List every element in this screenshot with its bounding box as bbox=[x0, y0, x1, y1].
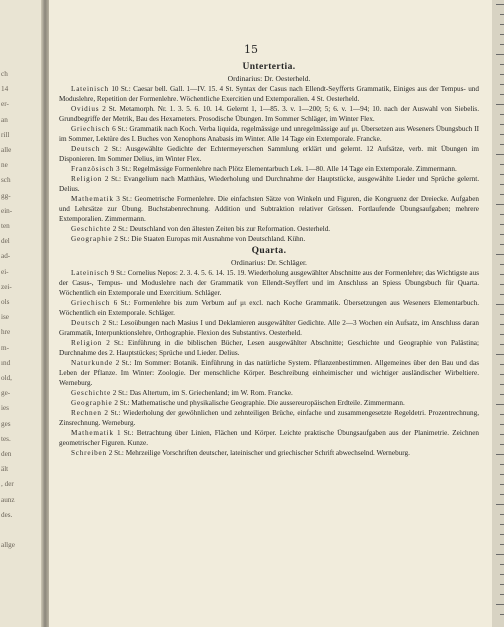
ruler-tick bbox=[500, 614, 504, 615]
ruler-tick bbox=[500, 564, 504, 565]
subject-entry bbox=[59, 358, 479, 388]
subject-description: 2 St.: Wiederholung der gewöhnlichen und zehnteiligen Brüche, einfache und zusammengesetzte Regeldetri. Prozentrechnung, Zinsrechnung. Werneburg. bbox=[59, 409, 480, 427]
ruler-tick bbox=[500, 84, 504, 85]
ruler-tick bbox=[496, 104, 504, 105]
subject-entry bbox=[59, 408, 479, 428]
section-title: Untertertia. bbox=[242, 62, 296, 72]
facing-page-fragment: m- bbox=[1, 343, 9, 352]
ruler-tick bbox=[500, 394, 504, 395]
subject-name: Geographie bbox=[71, 235, 113, 243]
subject-description: 2 St.: Mehrzeilige Vorschriften deutscher, lateinischer und griechischer Schrift abwechselnd. Werneburg. bbox=[108, 449, 410, 457]
ruler-tick bbox=[500, 294, 504, 295]
ordinarius-line: Ordinarius: Dr. Oesterheld. bbox=[227, 74, 311, 83]
ruler-tick bbox=[500, 344, 504, 345]
ruler-tick bbox=[500, 194, 504, 195]
subject-name: Griechisch bbox=[71, 125, 111, 133]
subject-description: 2 St. Metamorph. Nr. 1. 3. 5. 6. 10. 14. Gelernt 1, 1—85. 3. v. 1—200; 5; 6. v. 1—94; 10. nach der Auswahl von Siebelis. Grundbegriffe der Metrik, Bau des Hexameters. Prosodische Übungen. Im Sommer Schläger, im Winter Flex. bbox=[59, 105, 480, 123]
ruler-tick bbox=[500, 264, 504, 265]
ruler-tick bbox=[500, 544, 504, 545]
subject-description: 2 St.: Einführung in die biblischen Bücher, Lesen ausgewählter Abschnitte; Geschichte und Geographie von Palästina; Durchnahme des 2. Hauptstückes; Sprüche und Lieder. Delius. bbox=[59, 339, 479, 357]
ruler-tick bbox=[500, 114, 504, 115]
subject-name: Deutsch bbox=[71, 145, 101, 153]
subject-entry bbox=[59, 224, 479, 234]
section-untertertia bbox=[59, 62, 479, 244]
subject-description: 6 St.: Grammatik nach Koch. Verba liquida, regelmässige und unregelmässige auf μι. Übersetzen aus Weseners Übungsbuch II im Sommer, Lektüre des I. Buches von Xenophons Anabasis im Winter. Alle 14 Tage ein Extemporale. Francke. bbox=[59, 125, 480, 143]
ruler-tick bbox=[500, 124, 504, 125]
page-number: 15 bbox=[244, 43, 258, 56]
subject-description: 2 St.: Deutschland von den ältesten Zeiten bis zur Reformation. Oesterheld. bbox=[112, 225, 331, 233]
subject-entry bbox=[59, 124, 479, 144]
facing-page-fragment: tes. bbox=[1, 434, 11, 443]
ruler-tick bbox=[496, 554, 504, 555]
facing-page-fragment: del bbox=[1, 237, 10, 246]
facing-page-fragment: den bbox=[1, 450, 12, 458]
subject-name: Rechnen bbox=[71, 409, 102, 417]
subject-description: 10 St.: Caesar bell. Gall. 1—IV. 15. 4 St. Syntax der Casus nach Ellendt-Seyfferts Grammatik, Einiges aus der Tempus- und Moduslehre, Repetition der Formenlehre. Wöchentliche Exercitien und Extemporalien. 4 St. Oesterheld. bbox=[59, 85, 479, 103]
facing-page-fragment: ges bbox=[1, 419, 11, 428]
subject-name: Mathematik bbox=[71, 195, 114, 203]
facing-page-fragment: ınd bbox=[1, 358, 11, 367]
ruler-tick bbox=[500, 594, 504, 595]
facing-page-fragment: gg- bbox=[1, 191, 11, 200]
ruler-tick bbox=[500, 244, 504, 245]
facing-page-fragment: ten bbox=[1, 222, 10, 230]
ruler-tick bbox=[496, 154, 504, 155]
facing-page-fragment: ch bbox=[1, 70, 8, 78]
facing-page-fragment: ne bbox=[1, 161, 8, 170]
subject-entry bbox=[59, 164, 479, 174]
ruler-tick bbox=[500, 464, 504, 465]
ruler-tick bbox=[500, 434, 504, 435]
ruler-tick bbox=[500, 234, 504, 235]
subject-name: Religion bbox=[71, 339, 103, 347]
ruler-tick bbox=[496, 204, 504, 205]
ruler-tick bbox=[500, 64, 504, 65]
ruler-tick bbox=[496, 54, 504, 55]
facing-page-fragment: ge- bbox=[1, 389, 11, 398]
subject-entry bbox=[59, 298, 479, 318]
ruler-tick bbox=[500, 474, 504, 475]
subject-name: Religion bbox=[71, 175, 103, 183]
section-title: Quarta. bbox=[251, 246, 287, 256]
ruler-tick bbox=[500, 24, 504, 25]
ruler-tick bbox=[500, 574, 504, 575]
facing-page-fragment: ält bbox=[1, 465, 9, 474]
ruler-tick bbox=[496, 354, 504, 355]
facing-page-fragment: des. bbox=[1, 510, 13, 519]
subject-name: Geschichte bbox=[71, 225, 111, 233]
facing-page-fragment: aunz bbox=[1, 495, 15, 504]
subject-name: Geographie bbox=[71, 399, 113, 407]
ordinarius-line: Ordinarius: Dr. Schläger. bbox=[231, 258, 307, 267]
subject-name: Französisch bbox=[71, 165, 115, 173]
subject-description: 2 St.: Im Sommer: Botanik. Einführung in das natürliche System. Pflanzenbestimmen. Allgemeines über den Bau und das Leben der Pflanze. Im Winter: Zoologie. Der menschliche Körper. Beschreibung einheimischer und wichtiger ausländischer Wirbeltiere. Werneburg. bbox=[59, 359, 480, 387]
facing-page-fragment: ad- bbox=[1, 252, 11, 261]
subject-description: 2 St.: Die Staaten Europas mit Ausnahme von Deutschland. Kühn. bbox=[114, 235, 306, 243]
ruler-tick bbox=[500, 524, 504, 525]
ruler-tick bbox=[500, 534, 504, 535]
subject-name: Deutsch bbox=[71, 319, 101, 327]
ruler-tick bbox=[500, 284, 504, 285]
subject-entry bbox=[59, 104, 479, 124]
facing-page-fragment: zei- bbox=[1, 282, 12, 291]
ruler-tick bbox=[500, 134, 504, 135]
subject-description: 2 St.: Lesoübungen nach Masius I und Deklamieren ausgewählter Gedichte. Alle 2—3 Wochen ein Aufsatz, im Anschluss daran Grammatik, Interpunktionslehre, Orthographie. Flexion des Substantivs. Oesterheld. bbox=[59, 319, 479, 337]
subject-entry bbox=[59, 194, 479, 224]
ruler-tick bbox=[496, 304, 504, 305]
subject-name: Naturkunde bbox=[71, 359, 113, 367]
subject-description: 2 St.: Ausgewählte Gedichte der Echtermeyerschen Sammlung erklärt und gelernt. 12 Aufsätze, verb. mit Übungen im Disponieren. Im Sommer Delius, im Winter Flex. bbox=[59, 145, 479, 163]
subject-name: Geschichte bbox=[71, 389, 111, 397]
subject-name: Griechisch bbox=[71, 299, 111, 307]
page-content bbox=[59, 62, 479, 458]
ruler-tick bbox=[500, 34, 504, 35]
ruler-tick bbox=[496, 604, 504, 605]
ruler-tick bbox=[496, 454, 504, 455]
ruler-tick bbox=[500, 174, 504, 175]
subject-name: Lateinisch bbox=[71, 85, 109, 93]
subject-entry bbox=[59, 448, 479, 458]
subject-list bbox=[59, 268, 479, 458]
ruler-tick bbox=[500, 414, 504, 415]
subject-description: 3 St.: Geometrische Formenlehre. Die einfachsten Sätze von Winkeln und Figuren, die Kongruenz der Dreiecke. Aufgaben und Lehrsätze zur Übung. Buchstabenrechnung. Addition und Subtraktion relativer Grössen. Fortlaufende Übungsaufgaben; mehrere Extemporalien. Zimmermann. bbox=[59, 195, 479, 223]
ruler-tick bbox=[496, 404, 504, 405]
subject-name: Lateinisch bbox=[71, 269, 109, 277]
ruler-tick bbox=[500, 164, 504, 165]
section-quarta bbox=[59, 246, 479, 458]
subject-entry bbox=[59, 388, 479, 398]
book-gutter bbox=[41, 0, 49, 627]
subject-name: Schreiben bbox=[71, 449, 107, 457]
subject-entry bbox=[59, 234, 479, 244]
ruler-tick bbox=[500, 334, 504, 335]
ruler-tick bbox=[496, 4, 504, 5]
facing-page-fragment: old, bbox=[1, 374, 12, 382]
facing-page-fragment: allge bbox=[1, 541, 15, 550]
ruler-tick bbox=[500, 484, 504, 485]
subject-description: 3 St.: Regelmässige Formenlehre nach Plötz Elementarbuch Lek. 1—80. Alle 14 Tage ein Extemporale. Zimmermann. bbox=[115, 165, 457, 173]
subject-list bbox=[59, 84, 479, 244]
facing-page-fragment: an bbox=[1, 115, 8, 124]
facing-page-fragment: hre bbox=[1, 328, 11, 337]
ruler-tick bbox=[500, 14, 504, 15]
ruler-tick bbox=[500, 224, 504, 225]
ruler-tick bbox=[500, 214, 504, 215]
ruler-tick bbox=[500, 514, 504, 515]
subject-description: 2 St.: Evangelium nach Matthäus, Wiederholung und Durchnahme der Hauptstücke, ausgewählte Lieder und Sprüche gelernt. Delius. bbox=[59, 175, 479, 193]
subject-entry bbox=[59, 398, 479, 408]
subject-entry bbox=[59, 338, 479, 358]
scan-ruler bbox=[492, 0, 504, 627]
subject-name: Ovidius bbox=[71, 105, 100, 113]
facing-page-fragment: ei- bbox=[1, 267, 9, 276]
subject-entry bbox=[59, 428, 479, 448]
subject-entry bbox=[59, 144, 479, 164]
facing-page-fragment: er- bbox=[1, 100, 9, 109]
ruler-tick bbox=[500, 184, 504, 185]
subject-entry bbox=[59, 174, 479, 194]
subject-entry bbox=[59, 268, 479, 298]
facing-page-fragment: , der bbox=[1, 480, 14, 489]
ruler-tick bbox=[500, 364, 504, 365]
facing-page-fragment: ies bbox=[1, 404, 9, 413]
subject-description: 6 St.: Formenlehre bis zum Verbum auf μι excl. nach Koche Grammatik. Übersetzungen aus Weseners Elementarbuch. Wöchentlich ein Extemporale. Schläger. bbox=[59, 299, 479, 317]
ruler-tick bbox=[500, 424, 504, 425]
ruler-tick bbox=[500, 94, 504, 95]
subject-entry bbox=[59, 84, 479, 104]
subject-name: Mathematik bbox=[71, 429, 114, 437]
ruler-tick bbox=[500, 44, 504, 45]
facing-page-fragment: ise bbox=[1, 313, 9, 322]
ruler-tick bbox=[496, 254, 504, 255]
ruler-tick bbox=[500, 384, 504, 385]
facing-page-fragment: alle bbox=[1, 146, 12, 154]
subject-entry bbox=[59, 318, 479, 338]
ruler-tick bbox=[500, 584, 504, 585]
subject-description: 2 St.: Das Altertum, im S. Griechenland; im W. Rom. Francke. bbox=[112, 389, 293, 397]
facing-page-fragment: ols bbox=[1, 298, 10, 306]
facing-page-fragment: ein- bbox=[1, 206, 13, 215]
ruler-tick bbox=[500, 314, 504, 315]
facing-page-fragment: sch bbox=[1, 176, 11, 185]
ruler-tick bbox=[500, 274, 504, 275]
subject-description: 1 St.: Betrachtung über Linien, Flächen und Körper. Leichte praktische Übungsaufgaben aus der Planimetrie. Zeichnen geometrischer Figuren. Kunze. bbox=[59, 429, 480, 447]
ruler-tick bbox=[500, 324, 504, 325]
ruler-tick bbox=[500, 374, 504, 375]
ruler-tick bbox=[500, 444, 504, 445]
subject-description: 2 St.: Mathematische und physikalische Geographie. Die aussereuropäischen Erdteile. Zimmermann. bbox=[114, 399, 405, 407]
facing-page-fragment: rill bbox=[1, 130, 10, 139]
facing-page-fragment: 14 bbox=[1, 85, 9, 94]
subject-description: 9 St.: Cornelius Nepos: 2. 3. 4. 5. 6. 14. 15. 19. Wiederholung ausgewählter Abschnitte aus der Formenlehre; das Wichtigste aus der Casus-, Tempus- und Moduslehre nach der Grammatik von Ellendt-Seyffert und im Anschluss an Spiess Übungsbuch für Quarta. Wöchentlich ein Extemporale und Exercitium. Schläger. bbox=[59, 269, 479, 297]
ruler-tick bbox=[496, 504, 504, 505]
ruler-tick bbox=[500, 74, 504, 75]
ruler-tick bbox=[500, 494, 504, 495]
ruler-tick bbox=[500, 144, 504, 145]
book-page bbox=[49, 0, 504, 627]
